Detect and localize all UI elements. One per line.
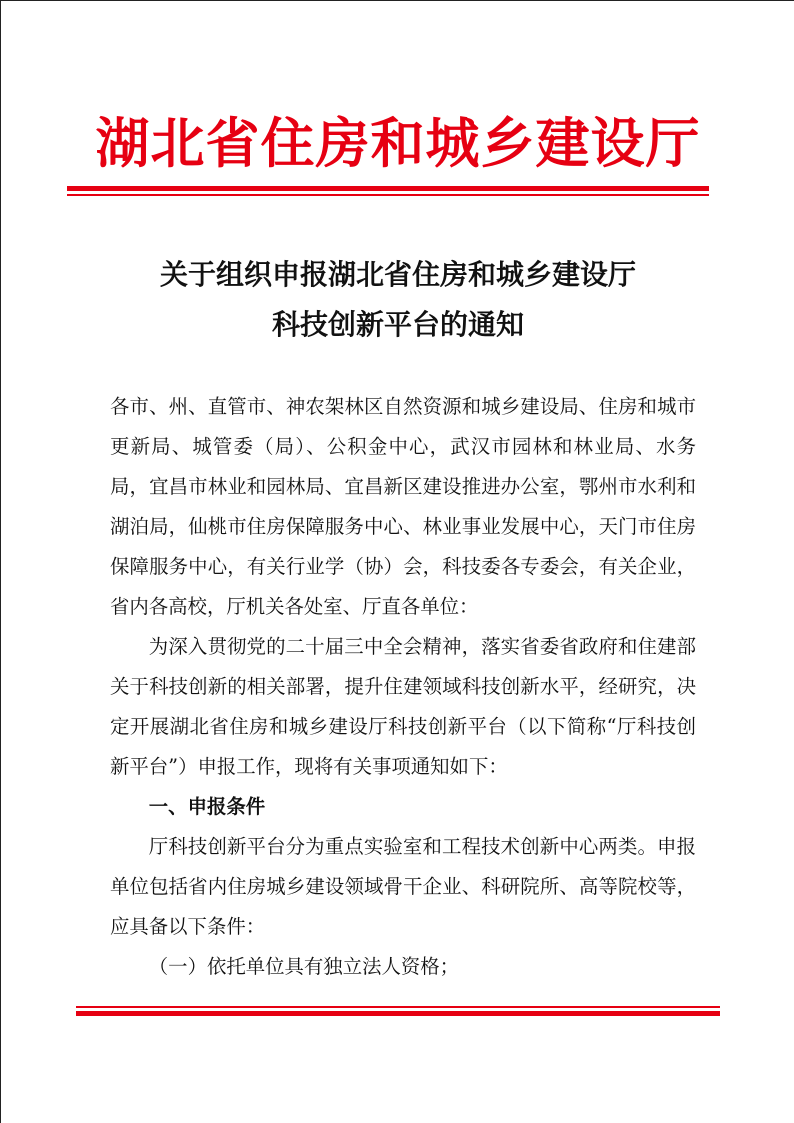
intro-paragraph: 为深入贯彻党的二十届三中全会精神，落实省委省政府和住建部关于科技创新的相关部署，提升住建领域科技创新水平，经研究，决定开展湖北省住房和城乡建设厅科技创新平台（以下简称“厅科技创新平台”）申报工作，现将有关事项通知如下： — [110, 635, 696, 778]
document-title-line-1: 关于组织申报湖北省住房和城乡建设厅 — [159, 258, 636, 291]
masthead-title: 湖北省住房和城乡建设厅 — [95, 112, 701, 175]
list-item: （一）依托单位具有独立法人资格； — [148, 955, 460, 978]
section-heading: 一、申报条件 — [148, 795, 266, 818]
footer-rule-thin — [76, 1006, 720, 1008]
addressee-paragraph: 各市、州、直管市、神农架林区自然资源和城乡建设局、住房和城市更新局、城管委（局）、公积金中心，武汉市园林和林业局、水务局，宜昌市林业和园林局、宜昌新区建设推进办公室，鄂州市水利和湖泊局，仙桃市住房保障服务中心、林业事业发展中心，天门市住房保障服务中心，有关行业学（协）会，科技委各专委会，有关企业，省内各高校，厅机关各处室、厅直各单位： — [110, 395, 696, 618]
section-paragraph: 厅科技创新平台分为重点实验室和工程技术创新中心两类。申报单位包括省内住房城乡建设领域骨干企业、科研院所、高等院校等，应具备以下条件： — [110, 835, 696, 938]
document-body — [110, 387, 696, 987]
masthead-rule-thin — [67, 194, 709, 196]
footer-rule-thick — [76, 1011, 720, 1016]
masthead-rule-thick — [67, 186, 709, 191]
document-title-line-2: 科技创新平台的通知 — [271, 308, 524, 341]
